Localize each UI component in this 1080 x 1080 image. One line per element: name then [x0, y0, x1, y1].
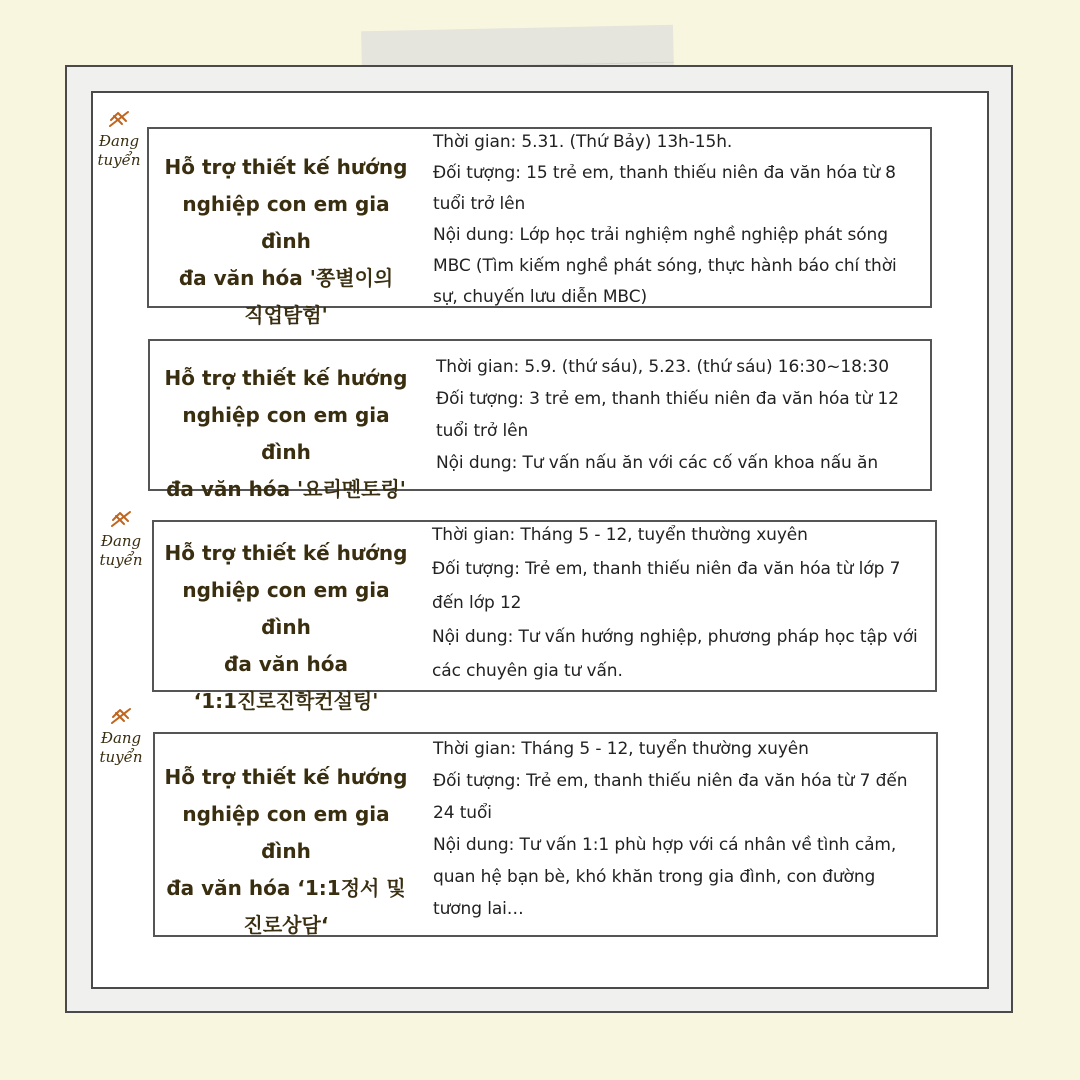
program-title: Hỗ trợ thiết kế hướng nghiệp con em gia đình đa văn hóa '요리멘토링': [164, 366, 408, 501]
program-details: [433, 127, 915, 313]
program-time: Thời gian: 5.9. (thứ sáu), 5.23. (thứ sáu) 16:30~18:30: [436, 357, 889, 377]
badge-label: Đang tuyển: [99, 729, 143, 766]
pushpin-icon: [108, 508, 134, 530]
program-content: Nội dung: Tư vấn 1:1 phù hợp với cá nhân về tình cảm, quan hệ bạn bè, khó khăn trong gia đình, con đường tương lai…: [433, 835, 897, 919]
recruiting-badge: [92, 108, 146, 170]
program-time: Thời gian: Tháng 5 - 12, tuyển thường xuyên: [432, 525, 808, 545]
program-time: Thời gian: 5.31. (Thứ Bảy) 13h-15h.: [433, 132, 733, 152]
recruiting-badge: [94, 705, 148, 767]
program-title: Hỗ trợ thiết kế hướng nghiệp con em gia đình đa văn hóa ‘1:1정서 및 진로상담‘: [164, 765, 408, 937]
program-title: Hỗ trợ thiết kế hướng nghiệp con em gia đình đa văn hóa ‘1:1진로진학컨설팅': [164, 541, 408, 713]
program-target: Đối tượng: 3 trẻ em, thanh thiếu niên đa văn hóa từ 12 tuổi trở lên: [436, 389, 899, 441]
program-content: Nội dung: Tư vấn hướng nghiệp, phương pháp học tập với các chuyên gia tư vấn.: [432, 627, 918, 681]
pushpin-icon: [106, 108, 132, 130]
program-time: Thời gian: Tháng 5 - 12, tuyển thường xuyên: [433, 739, 809, 759]
program-content: Nội dung: Lớp học trải nghiệm nghề nghiệp phát sóng MBC (Tìm kiếm nghề phát sóng, thực hành báo chí thời sự, chuyến lưu diễn MBC): [433, 225, 897, 307]
program-title: Hỗ trợ thiết kế hướng nghiệp con em gia đình đa văn hóa '쫑별이의 직업탐험': [164, 155, 408, 327]
program-details: [432, 518, 920, 688]
pushpin-icon: [108, 705, 134, 727]
program-target: Đối tượng: Trẻ em, thanh thiếu niên đa văn hóa từ 7 đến 24 tuổi: [433, 771, 908, 823]
program-details: [436, 351, 924, 479]
program-content: Nội dung: Tư vấn nấu ăn với các cố vấn khoa nấu ăn: [436, 453, 879, 473]
program-target: Đối tượng: 15 trẻ em, thanh thiếu niên đa văn hóa từ 8 tuổi trở lên: [433, 163, 896, 214]
recruiting-badge: [94, 508, 148, 570]
program-target: Đối tượng: Trẻ em, thanh thiếu niên đa văn hóa từ lớp 7 đến lớp 12: [432, 559, 901, 613]
badge-label: Đang tuyển: [97, 132, 141, 169]
program-details: [433, 733, 925, 925]
badge-label: Đang tuyển: [99, 532, 143, 569]
